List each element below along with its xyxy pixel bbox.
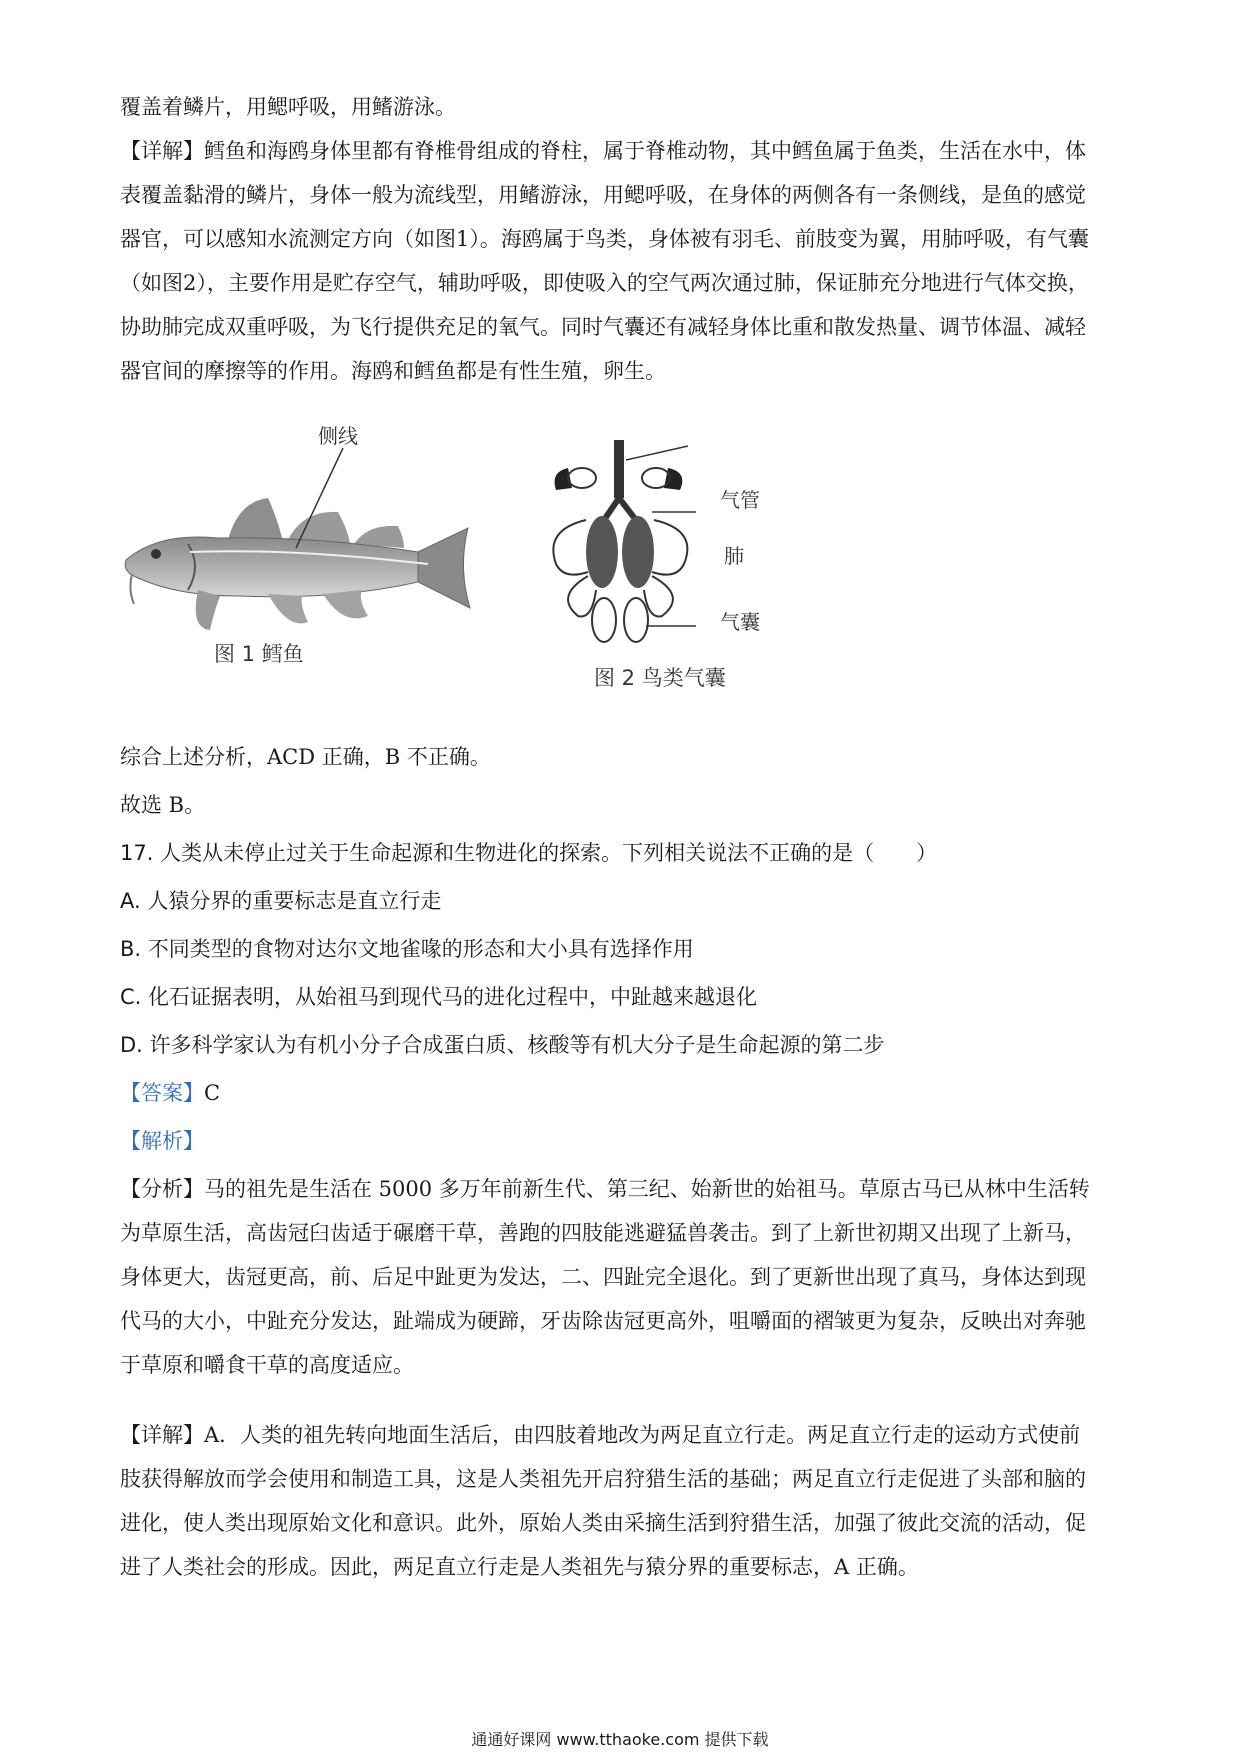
bird-air-sac-illustration (548, 440, 808, 650)
page-footer: 通通好课网 www.tthaoke.com 提供下载 (471, 1730, 769, 1749)
analysis-paragraph-line (120, 1174, 1090, 1204)
analysis-tag: 【分析】 (120, 1177, 204, 1201)
detail-paragraph-line (120, 1420, 1080, 1450)
analysis-text: 马的祖先是生活在 5000 多万年前新生代、第三纪、始新世的始祖马。草原古马已从林中生活转 (204, 1177, 1090, 1201)
text-line: 器官间的摩擦等的作用。海鸥和鳕鱼都是有性生殖，卵生。 (120, 359, 666, 383)
figure-bird-air-sacs (548, 440, 808, 690)
lateral-line-label: 侧线 (318, 424, 358, 448)
answer-tag: 【答案】 (120, 1081, 204, 1105)
figure2-caption: 图 2 鸟类气囊 (594, 666, 726, 690)
figure1-caption: 图 1 鳕鱼 (214, 642, 304, 666)
text-line: 覆盖着鳞片，用鳃呼吸，用鳍游泳。 (120, 95, 456, 119)
text-line: 器官，可以感知水流测定方向（如图1）。海鸥属于鸟类，身体被有羽毛、前肢变为翼，用肺呼吸，有气囊 (120, 227, 1089, 251)
option-b: B. 不同类型的食物对达尔文地雀喙的形态和大小具有选择作用 (120, 937, 694, 961)
trachea-label: 气管 (720, 488, 760, 512)
text-line: 协助肺完成双重呼吸，为飞行提供充足的氧气。同时气囊还有减轻身体比重和散发热量、调节体温、减轻 (120, 315, 1086, 339)
detail-tag: 【详解】 (120, 139, 204, 163)
detail-tag: 【详解】 (120, 1423, 204, 1447)
detail-paragraph-line (120, 136, 1086, 166)
detail-text: 鳕鱼和海鸥身体里都有脊椎骨组成的脊柱，属于脊椎动物，其中鳕鱼属于鱼类，生活在水中，体 (204, 139, 1086, 163)
text-line: 表覆盖黏滑的鳞片，身体一般为流线型，用鳍游泳，用鳃呼吸，在身体的两侧各有一条侧线，是鱼的感觉 (120, 183, 1086, 207)
analysis-heading: 【解析】 (120, 1129, 204, 1153)
option-a: A. 人猿分界的重要标志是直立行走 (120, 889, 442, 913)
answer-value: C (204, 1081, 221, 1105)
text-line: （如图2），主要作用是贮存空气，辅助呼吸，即使吸入的空气两次通过肺，保证肺充分地进行气体交换， (120, 271, 1089, 295)
detail-text: A．人类的祖先转向地面生活后，由四肢着地改为两足直立行走。两足直立行走的运动方式使前 (204, 1423, 1081, 1447)
air-sac-label: 气囊 (720, 610, 760, 634)
cod-fish-illustration (118, 440, 478, 670)
option-d: D. 许多科学家认为有机小分子合成蛋白质、核酸等有机大分子是生命起源的第二步 (120, 1033, 885, 1057)
text-line: 综合上述分析，ACD 正确，B 不正确。 (120, 745, 491, 769)
lung-label: 肺 (724, 544, 744, 568)
text-line: 肢获得解放而学会使用和制造工具，这是人类祖先开启狩猎生活的基础；两足直立行走促进了头部和脑的 (120, 1467, 1086, 1491)
option-c: C. 化石证据表明，从始祖马到现代马的进化过程中，中趾越来越退化 (120, 985, 758, 1009)
text-line: 故选 B。 (120, 793, 206, 817)
text-line: 为草原生活，高齿冠臼齿适于碾磨干草，善跑的四肢能逃避猛兽袭击。到了上新世初期又出现了上新马， (120, 1221, 1086, 1245)
text-line: 代马的大小，中趾充分发达，趾端成为硬蹄，牙齿除齿冠更高外，咀嚼面的褶皱更为复杂，反映出对奔驰 (120, 1309, 1086, 1333)
answer-line (120, 1078, 220, 1108)
text-line: 于草原和嚼食干草的高度适应。 (120, 1353, 414, 1377)
text-line: 身体更大，齿冠更高，前、后足中趾更为发达，二、四趾完全退化。到了更新世出现了真马，身体达到现 (120, 1265, 1086, 1289)
figure-cod (118, 424, 478, 670)
text-line: 进化，使人类出现原始文化和意识。此外，原始人类由采摘生活到狩猎生活，加强了彼此交流的活动，促 (120, 1511, 1086, 1535)
question-17-stem: 17. 人类从未停止过关于生命起源和生物进化的探索。下列相关说法不正确的是（ ） (120, 841, 938, 865)
text-line: 进了人类社会的形成。因此，两足直立行走是人类祖先与猿分界的重要标志，A 正确。 (120, 1555, 919, 1579)
